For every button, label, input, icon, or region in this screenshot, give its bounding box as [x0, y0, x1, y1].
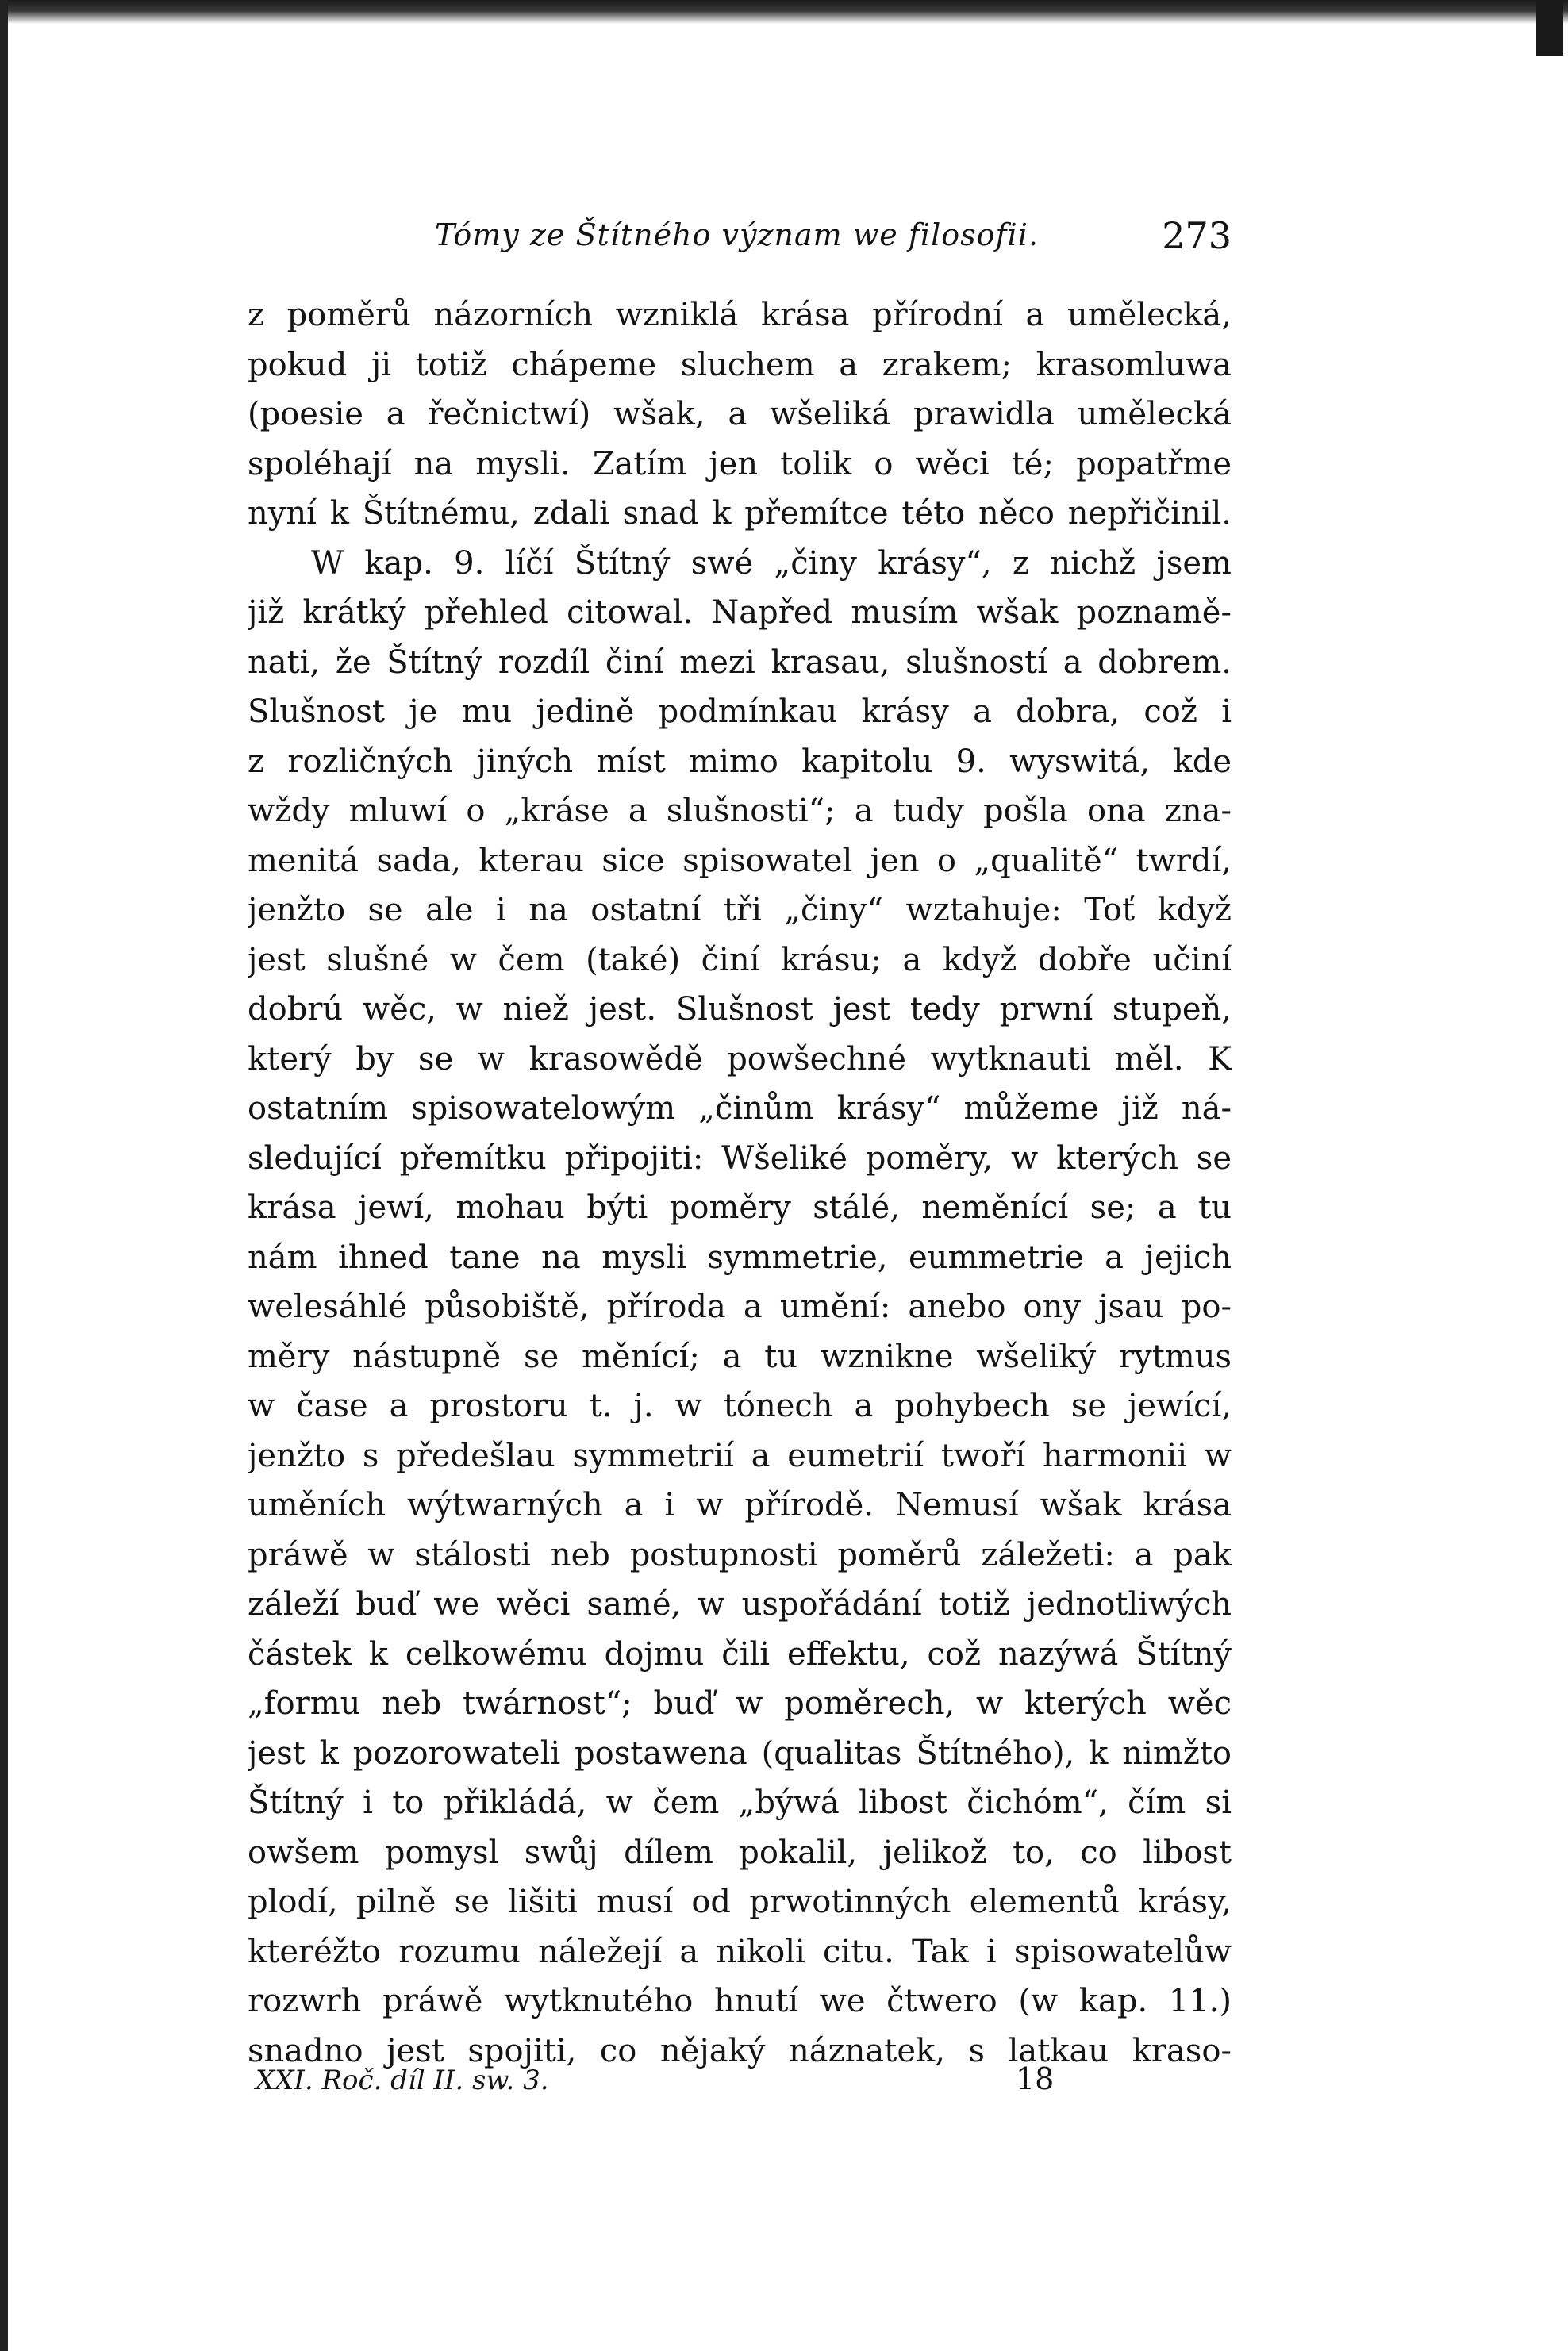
- signature-number: 18: [1016, 2061, 1055, 2096]
- text-line: uměních wýtwarných a i w přírodě. Nemusí wšak krása: [248, 1487, 1232, 1523]
- text-line: nyní k Štítnému, zdali snad k přemítce této něco nepřičinil.: [248, 495, 1232, 532]
- page-number: 273: [1162, 214, 1232, 257]
- text-line: jest slušné w čem (také) činí krásu; a když dobře učiní: [248, 941, 1232, 978]
- text-line: „formu neb twárnost“; buď w poměrech, w kterých wěc: [248, 1685, 1232, 1722]
- printer-signature: XXI. Roč. díl II. sw. 3.: [256, 2065, 549, 2096]
- text-line: owšem pomysl swůj dílem pokalil, jelikož to, co libost: [248, 1834, 1232, 1871]
- text-line: jenžto se ale i na ostatní tři „činy“ wztahuje: Toť když: [248, 892, 1232, 928]
- text-line: práwě w stálosti neb postupnosti poměrů záležeti: a pak: [248, 1536, 1232, 1573]
- text-line: Slušnost je mu jedině podmínkau krásy a dobra, což i: [248, 693, 1232, 730]
- text-line: záleží buď we wěci samé, w uspořádání totiž jednotliwých: [248, 1586, 1232, 1623]
- text-line: rozwrh práwě wytknutého hnutí we čtwero (w kap. 11.): [248, 1983, 1232, 2019]
- running-head: Tómy ze Štítného význam we filosofii.: [435, 217, 1039, 252]
- text-line: z poměrů názorních wzniklá krása přírodní a umělecká,: [248, 297, 1232, 333]
- text-line: (poesie a řečnictwí) wšak, a wšeliká prawidla umělecká: [248, 396, 1232, 432]
- scan-edge-top: [0, 0, 1568, 24]
- text-line: spoléhají na mysli. Zatím jen tolik o wěci té; popatřme: [248, 445, 1232, 482]
- text-line: ostatním spisowatelowým „činům krásy“ můžeme již ná-: [248, 1090, 1232, 1127]
- text-line: částek k celkowému dojmu čili effektu, což nazýwá Štítný: [248, 1635, 1232, 1673]
- text-line: w čase a prostoru t. j. w tónech a pohybech se jewící,: [248, 1388, 1232, 1424]
- text-line: jest k pozorowateli postawena (qualitas Štítného), k nimžto: [248, 1734, 1232, 1772]
- page-footer: [256, 2061, 1239, 2104]
- text-line: menitá sada, kterau sice spisowatel jen o „qualitě“ twrdí,: [248, 842, 1232, 879]
- text-line: krása jewí, mohau býti poměry stálé, neměnící se; a tu: [248, 1189, 1232, 1226]
- text-line: pokud ji totiž chápeme sluchem a zrakem; krasomluwa: [248, 346, 1232, 383]
- text-line: nám ihned tane na mysli symmetrie, eummetrie a jejich: [248, 1239, 1232, 1276]
- text-line: welesáhlé působiště, příroda a umění: anebo ony jsau po-: [248, 1289, 1232, 1325]
- text-line: který by se w krasowědě powšechné wytknauti měl. K: [248, 1040, 1232, 1078]
- text-line: kteréžto rozumu náležejí a nikoli citu. Tak i spisowatelůw: [248, 1933, 1232, 1970]
- text-line: Štítný i to přikládá, w čem „býwá libost čichóm“, čím si: [248, 1784, 1232, 1821]
- body-text: [248, 290, 1232, 2076]
- text-line: dobrú wěc, w niež jest. Slušnost jest tedy prwní stupeň,: [248, 991, 1232, 1028]
- text-line: wždy mluwí o „kráse a slušnosti“; a tudy pošla ona zna-: [248, 793, 1232, 829]
- scan-edge-left: [0, 0, 8, 2351]
- text-line: měry nástupně se měnící; a tu wznikne wšeliký rytmus: [248, 1338, 1232, 1375]
- text-line: snadno jest spojiti, co nějaký náznatek, s latkau kraso-: [248, 2032, 1232, 2069]
- text-line: jenžto s předešlau symmetrií a eumetrií twoří harmonii w: [248, 1437, 1232, 1474]
- text-line: plodí, pilně se lišiti musí od prwotinných elementů krásy,: [248, 1884, 1232, 1920]
- page-header: [248, 214, 1232, 262]
- text-line: nati, že Štítný rozdíl činí mezi krasau, slušností a dobrem.: [248, 643, 1232, 681]
- book-page: [248, 214, 1232, 2096]
- scan-edge-right-mark: [1536, 0, 1563, 56]
- text-line: sledující přemítku připojiti: Wšeliké poměry, w kterých se: [248, 1139, 1232, 1177]
- text-line: W kap. 9. líčí Štítný swé „činy krásy“, z nichž jsem: [311, 544, 1232, 582]
- text-line: z rozličných jiných míst mimo kapitolu 9. wyswitá, kde: [248, 743, 1232, 780]
- text-line: již krátký přehled citowal. Napřed musím wšak poznamě-: [248, 594, 1232, 631]
